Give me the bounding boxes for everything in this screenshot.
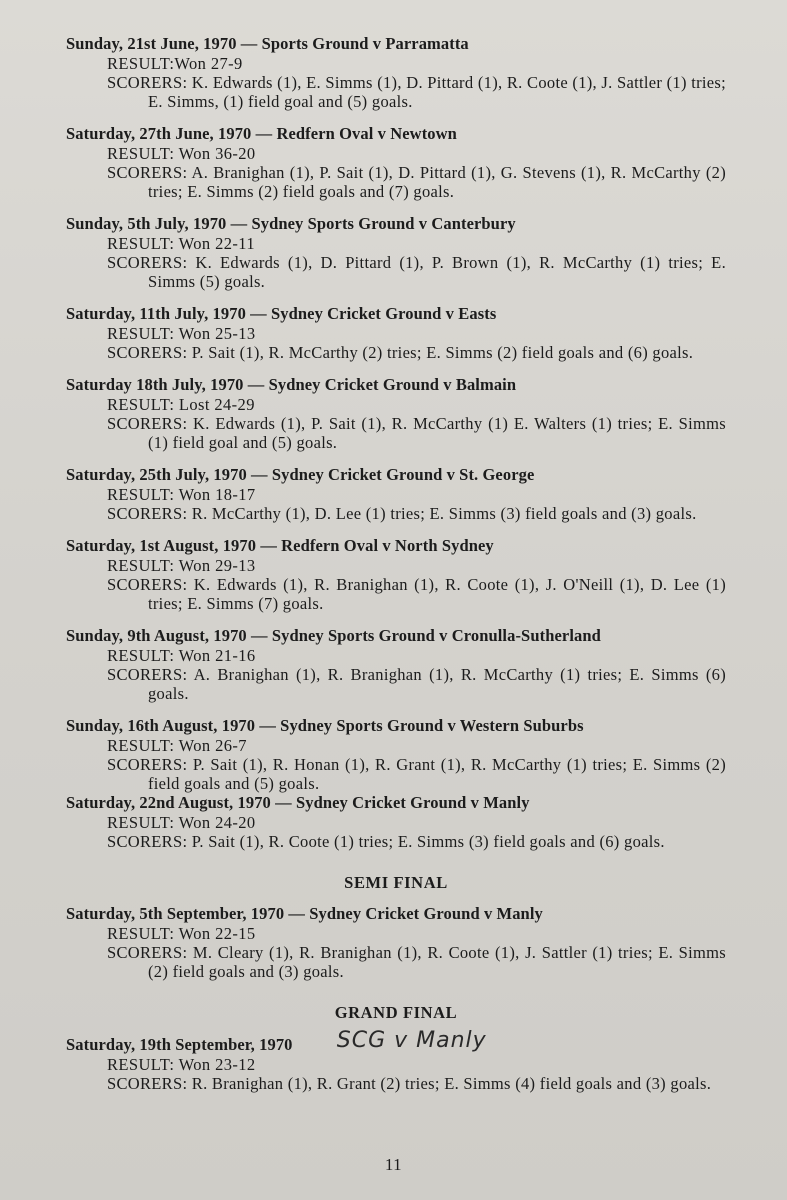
match-result: RESULT: Won 22-15: [107, 924, 256, 943]
match-heading: Sunday, 16th August, 1970 — Sydney Sports Ground v Western Suburbs: [66, 716, 584, 735]
match-result: RESULT: Won 22-11: [107, 234, 255, 253]
match-scorers: SCORERS: P. Sait (1), R. Coote (1) tries; E. Simms (3) field goals and (6) goals.: [107, 832, 665, 851]
match-scorers: SCORERS: K. Edwards (1), R. Branighan (1), R. Coote (1), J. O'Neill (1), D. Lee (1) tries; E. Simms (7) goals.: [107, 575, 726, 613]
match-result: RESULT: Won 18-17: [107, 485, 256, 504]
match-heading: Sunday, 9th August, 1970 — Sydney Sports Ground v Cronulla-Sutherland: [66, 626, 601, 645]
match-scorers: SCORERS: R. Branighan (1), R. Grant (2) tries; E. Simms (4) field goals and (3) goals.: [107, 1074, 712, 1093]
match-result: RESULT: Won 25-13: [107, 324, 256, 343]
match-entry: [66, 793, 726, 851]
match-heading: Saturday, 27th June, 1970 — Redfern Oval v Newtown: [66, 124, 457, 143]
match-scorers: SCORERS: K. Edwards (1), P. Sait (1), R. McCarthy (1) E. Walters (1) tries; E. Simms (1) field goal and (5) goals.: [107, 414, 726, 452]
match-entry: [66, 626, 726, 703]
match-result: RESULT: Won 24-20: [107, 813, 256, 832]
match-result: RESULT: Lost 24-29: [107, 395, 255, 414]
match-heading: Sunday, 5th July, 1970 — Sydney Sports Ground v Canterbury: [66, 214, 516, 233]
match-heading: Saturday 18th July, 1970 — Sydney Cricket Ground v Balmain: [66, 375, 517, 394]
semi-final-entry: [66, 904, 726, 981]
match-scorers: SCORERS: K. Edwards (1), E. Simms (1), D. Pittard (1), R. Coote (1), J. Sattler (1) tries; E. Simms, (1) field goal and (5) goals.: [107, 73, 726, 111]
handwritten-annotation: SCG v Manly: [336, 1028, 487, 1053]
page-number: 11: [384, 1155, 403, 1174]
match-date: Saturday, 19th September, 1970: [66, 1035, 293, 1054]
match-heading: [66, 1028, 726, 1055]
match-heading: Saturday, 1st August, 1970 — Redfern Oval v North Sydney: [66, 536, 494, 555]
match-scorers: SCORERS: M. Cleary (1), R. Branighan (1), R. Coote (1), J. Sattler (1) tries; E. Simms (2) field goals and (3) goals.: [107, 943, 726, 981]
match-result: RESULT: Won 21-16: [107, 646, 256, 665]
grand-final-entry: [66, 1028, 726, 1093]
match-scorers: SCORERS: R. McCarthy (1), D. Lee (1) tries; E. Simms (3) field goals and (3) goals.: [107, 504, 697, 523]
match-entry: [66, 124, 726, 201]
results-list: [66, 34, 726, 1093]
match-scorers: SCORERS: P. Sait (1), R. McCarthy (2) tries; E. Simms (2) field goals and (6) goals.: [107, 343, 694, 362]
match-entry: [66, 536, 726, 613]
match-result: RESULT: Won 26-7: [107, 736, 247, 755]
match-result: RESULT:Won 27-9: [107, 54, 243, 73]
match-scorers: SCORERS: P. Sait (1), R. Honan (1), R. Grant (1), R. McCarthy (1) tries; E. Simms (2) field goals and (5) goals.: [107, 755, 726, 793]
match-heading: Saturday, 5th September, 1970 — Sydney Cricket Ground v Manly: [66, 904, 543, 923]
match-heading: Saturday, 22nd August, 1970 — Sydney Cricket Ground v Manly: [66, 793, 530, 812]
match-entry: [66, 214, 726, 291]
match-result: RESULT: Won 36-20: [107, 144, 256, 163]
section-title-grand-final: GRAND FINAL: [334, 1003, 458, 1022]
match-entry: [66, 716, 726, 793]
match-scorers: SCORERS: A. Branighan (1), R. Branighan (1), R. McCarthy (1) tries; E. Simms (6) goals.: [107, 665, 726, 703]
match-scorers: SCORERS: A. Branighan (1), P. Sait (1), D. Pittard (1), G. Stevens (1), R. McCarthy (2) tries; E. Simms (2) field goals and (7) goals.: [107, 163, 726, 201]
match-entry: [66, 304, 726, 362]
match-heading: Saturday, 25th July, 1970 — Sydney Cricket Ground v St. George: [66, 465, 535, 484]
section-title-semi-final: SEMI FINAL: [344, 873, 448, 892]
match-entry: [66, 34, 726, 111]
match-result: RESULT: Won 29-13: [107, 556, 256, 575]
match-entry: [66, 375, 726, 452]
match-entry: [66, 465, 726, 523]
match-result: RESULT: Won 23-12: [107, 1055, 256, 1074]
match-heading: Sunday, 21st June, 1970 — Sports Ground v Parramatta: [66, 34, 469, 53]
match-scorers: SCORERS: K. Edwards (1), D. Pittard (1), P. Brown (1), R. McCarthy (1) tries; E. Simms (5) goals.: [107, 253, 726, 291]
match-heading: Saturday, 11th July, 1970 — Sydney Cricket Ground v Easts: [66, 304, 497, 323]
